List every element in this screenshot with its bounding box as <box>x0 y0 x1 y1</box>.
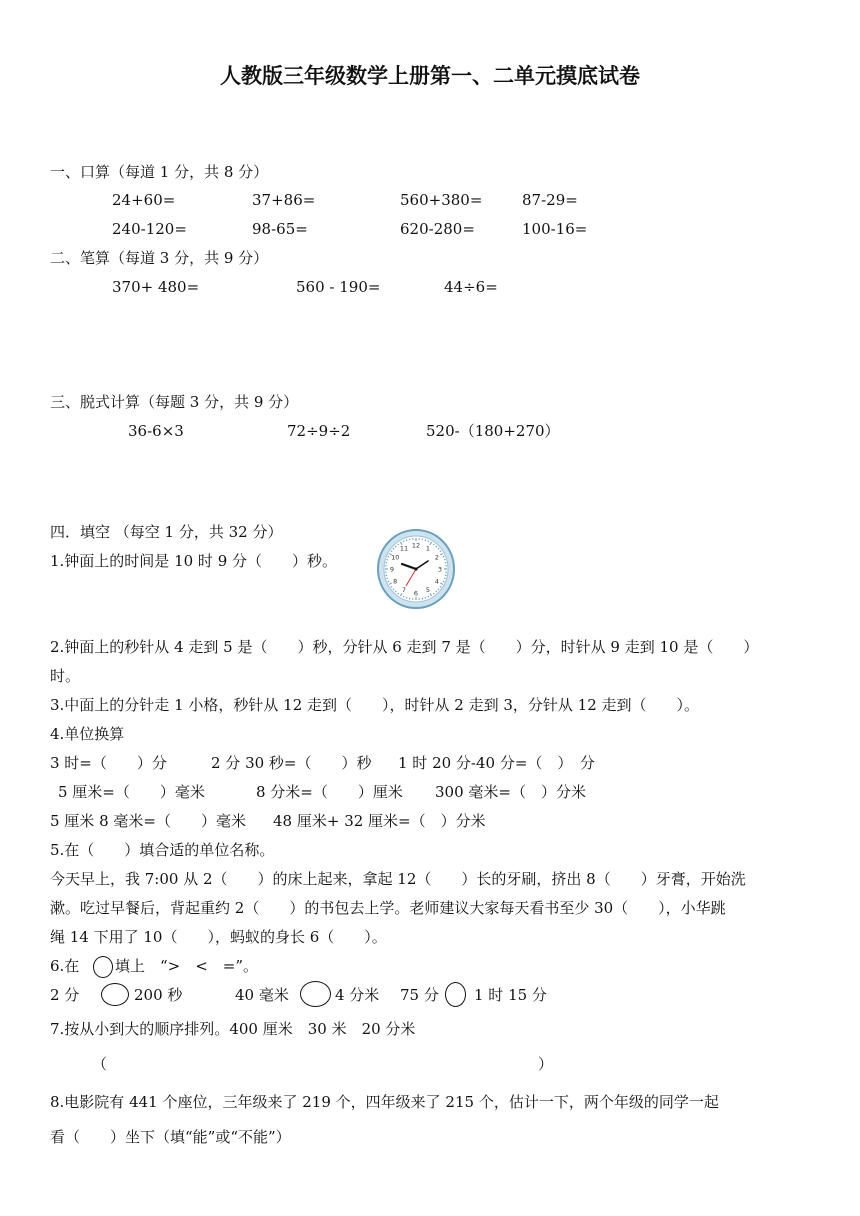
question-6: 6.在 <box>50 957 80 975</box>
clock-face-image <box>376 528 456 610</box>
question-2: 2.钟面上的秒针从 4 走到 5 是（ ）秒，分针从 6 走到 7 是（ ）分，时针从 9 走到 10 是（ ） <box>50 638 759 656</box>
section-4-heading: 四．填空 （每空 1 分，共 32 分） <box>50 523 283 541</box>
compare-item: 4 分米 <box>335 986 380 1004</box>
clock-tick <box>398 593 399 594</box>
clock-numeral: 12 <box>411 541 421 550</box>
compare-item: 2 分 <box>50 986 80 1004</box>
written-item: 560 - 190= <box>296 278 381 296</box>
question-3: 3.中面上的分针走 1 小格，秒针从 12 走到（ ），时针从 2 走到 3，分针从 12 走到（ ）。 <box>50 696 700 714</box>
clock-numeral: 6 <box>413 589 419 598</box>
section-3-heading: 三、脱式计算（每题 3 分，共 9 分） <box>50 393 299 411</box>
clock-numeral: 7 <box>401 586 407 595</box>
conversion-item: 8 分米=（ ）厘米 <box>256 783 403 801</box>
clock-tick <box>391 551 392 552</box>
conversion-item: 300 毫米=（ ）分米 <box>435 783 586 801</box>
compare-circle[interactable] <box>445 982 466 1007</box>
clock-numeral: 8 <box>393 577 398 586</box>
clock-numeral: 4 <box>434 577 439 586</box>
clock-numeral: 2 <box>434 553 439 562</box>
clock-tick <box>403 596 404 597</box>
clock-tick <box>403 541 404 542</box>
section-2-heading: 二、笔算（每道 3 分，共 9 分） <box>50 249 269 267</box>
stepwise-item: 520-（180+270） <box>426 422 560 440</box>
clock-tick <box>428 541 429 542</box>
oral-item: 37+86= <box>252 191 316 209</box>
clock-tick <box>443 581 444 582</box>
clock-numeral: 9 <box>389 565 395 574</box>
question-2-cont: 时。 <box>50 667 81 685</box>
question-4: 4.单位换算 <box>50 725 125 743</box>
answer-paren-open: （ <box>92 1055 108 1073</box>
section-1-heading: 一、口算（每道 1 分，共 8 分） <box>50 163 269 181</box>
compare-item: 200 秒 <box>134 986 183 1004</box>
question-8-cont: 看（ ）坐下（填“能”或“不能”） <box>50 1128 291 1146</box>
conversion-item: 1 时 20 分-40 分=（ ） 分 <box>398 754 595 772</box>
oral-item: 24+60= <box>112 191 176 209</box>
conversion-item: 5 厘米=（ ）毫米 <box>58 783 205 801</box>
oral-item: 87-29= <box>522 191 578 209</box>
clock-numeral: 5 <box>425 586 431 595</box>
question-5: 5.在（ ）填合适的单位名称。 <box>50 841 275 859</box>
oral-item: 620-280= <box>400 220 475 238</box>
clock-tick <box>440 586 441 587</box>
oral-item: 240-120= <box>112 220 187 238</box>
written-item: 44÷6= <box>444 278 498 296</box>
compare-circle[interactable] <box>93 956 113 978</box>
compare-item: 1 时 15 分 <box>474 986 547 1004</box>
clock-numeral: 11 <box>399 544 409 553</box>
page-title: 人教版三年级数学上册第一、二单元摸底试卷 <box>220 64 640 88</box>
conversion-item: 5 厘米 8 毫米=（ ）毫米 <box>50 812 246 830</box>
clock-tick <box>388 581 389 582</box>
question-6-instruction: 填上 “> < =”。 <box>115 957 259 975</box>
written-item: 370+ 480= <box>112 278 200 296</box>
compare-circle[interactable] <box>101 983 129 1006</box>
conversion-item: 3 时=（ ）分 <box>50 754 167 772</box>
clock-tick <box>433 544 434 545</box>
clock-tick <box>433 593 434 594</box>
question-1: 1.钟面上的时间是 10 时 9 分（ ）秒。 <box>50 552 338 570</box>
compare-item: 75 分 <box>400 986 439 1004</box>
question-5-line: 漱。吃过早餐后，背起重约 2（ ）的书包去上学。老师建议大家每天看书至少 30（ ），小华跳 <box>50 899 726 917</box>
stepwise-item: 72÷9÷2 <box>287 422 351 440</box>
clock-tick <box>388 556 389 557</box>
conversion-item: 48 厘米+ 32 厘米=（ ）分米 <box>273 812 486 830</box>
oral-item: 98-65= <box>252 220 308 238</box>
conversion-item: 2 分 30 秒=（ ）秒 <box>211 754 372 772</box>
clock-tick <box>443 556 444 557</box>
clock-tick <box>398 544 399 545</box>
oral-item: 560+380= <box>400 191 483 209</box>
clock-numeral: 1 <box>425 544 431 553</box>
clock-numeral: 10 <box>391 553 400 562</box>
question-7: 7.按从小到大的顺序排列。400 厘米 30 米 20 分米 <box>50 1020 416 1038</box>
answer-paren-close: ） <box>538 1055 554 1073</box>
oral-item: 100-16= <box>522 220 588 238</box>
clock-tick <box>440 551 441 552</box>
compare-circle[interactable] <box>300 981 331 1007</box>
clock-tick <box>391 586 392 587</box>
question-5-line: 绳 14 下用了 10（ ），蚂蚁的身长 6（ ）。 <box>50 928 387 946</box>
question-5-line: 今天早上，我 7:00 从 2（ ）的床上起来，拿起 12（ ）长的牙刷，挤出 8（ ）牙膏，开始洗 <box>50 870 746 888</box>
compare-item: 40 毫米 <box>235 986 289 1004</box>
clock-numeral: 3 <box>437 565 443 574</box>
question-8: 8.电影院有 441 个座位，三年级来了 219 个，四年级来了 215 个，估计一下，两个年级的同学一起 <box>50 1093 719 1111</box>
clock-tick <box>428 596 429 597</box>
stepwise-item: 36-6×3 <box>128 422 184 440</box>
